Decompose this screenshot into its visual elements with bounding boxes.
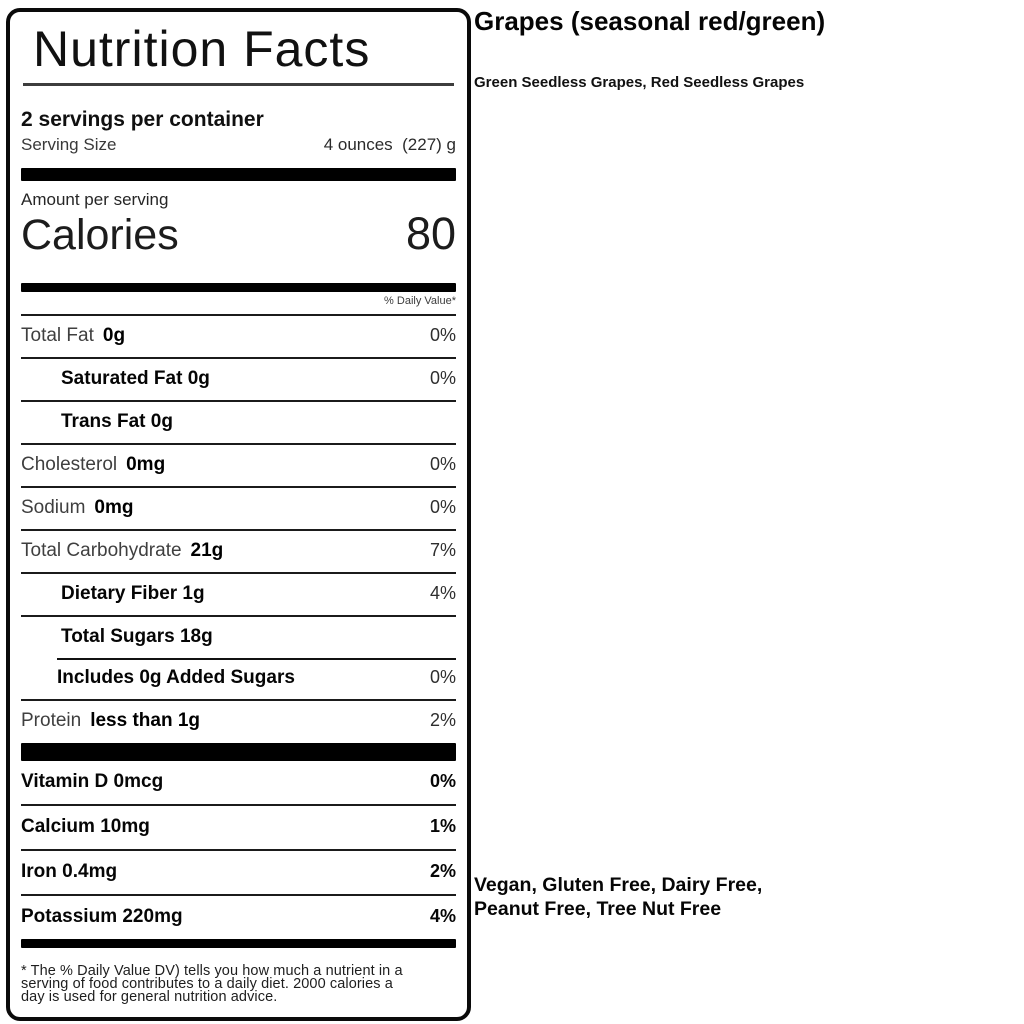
- nutrient-row-sodium: Sodium 0mg 0%: [21, 486, 456, 529]
- nutrient-row-total-carbohydrate: Total Carbohydrate 21g 7%: [21, 529, 456, 572]
- thick-divider-bar: [21, 939, 456, 948]
- nutrient-row-total-fat: Total Fat 0g 0%: [21, 314, 456, 357]
- footnote-line: serving of food contributes to a daily diet. 2000 calories a: [21, 976, 393, 992]
- nutrient-rows: [21, 314, 456, 742]
- micronutrient-row-iron: Iron 0.4mg 2%: [21, 849, 456, 894]
- calories-label: Calories: [21, 211, 179, 259]
- calories-value: 80: [405, 208, 456, 259]
- micronutrient-row-vitamin-d: Vitamin D 0mcg 0%: [21, 771, 456, 792]
- label-title: Nutrition Facts: [33, 21, 371, 77]
- daily-value-footnote: [21, 965, 456, 1004]
- daily-value-header: % Daily Value*: [384, 295, 456, 307]
- thick-divider-bar: [21, 743, 456, 761]
- nutrition-facts-label: [6, 8, 471, 1021]
- nutrient-row-added-sugars: Includes 0g Added Sugars 0%: [21, 658, 456, 699]
- product-ingredients: Green Seedless Grapes, Red Seedless Grapes: [474, 74, 805, 91]
- calories-row: [21, 210, 456, 259]
- dietary-tags: [474, 874, 762, 921]
- footnote-line: day is used for general nutrition advice.: [21, 989, 278, 1005]
- title-divider: [23, 83, 454, 86]
- servings-per-container: 2 servings per container: [21, 108, 264, 131]
- micronutrient-row-calcium: Calcium 10mg 1%: [21, 804, 456, 849]
- serving-size-row: [21, 135, 456, 155]
- nutrient-row-cholesterol: Cholesterol 0mg 0%: [21, 443, 456, 486]
- serving-size-value: 4 ounces (227) g: [323, 135, 456, 154]
- product-title: Grapes (seasonal red/green): [474, 6, 826, 36]
- micronutrient-row-potassium: Potassium 220mg 4%: [21, 894, 456, 939]
- amount-per-serving-label: Amount per serving: [21, 190, 169, 209]
- nutrient-row-total-sugars: Total Sugars 18g: [21, 615, 456, 658]
- nutrient-row-protein: Protein less than 1g 2%: [21, 699, 456, 742]
- nutrient-row-trans-fat: Trans Fat 0g: [21, 400, 456, 443]
- dietary-tags-line: Peanut Free, Tree Nut Free: [474, 897, 722, 920]
- nutrient-row-dietary-fiber: Dietary Fiber 1g 4%: [21, 572, 456, 615]
- thick-divider-bar: [21, 168, 456, 181]
- dietary-tags-line: Vegan, Gluten Free, Dairy Free,: [474, 874, 763, 896]
- serving-size-label: Serving Size: [21, 135, 117, 154]
- footnote-line: * The % Daily Value DV) tells you how much a nutrient in a: [21, 963, 403, 979]
- micronutrient-rows: [21, 761, 456, 939]
- thick-divider-bar: [21, 283, 456, 292]
- nutrient-row-saturated-fat: Saturated Fat 0g 0%: [21, 357, 456, 400]
